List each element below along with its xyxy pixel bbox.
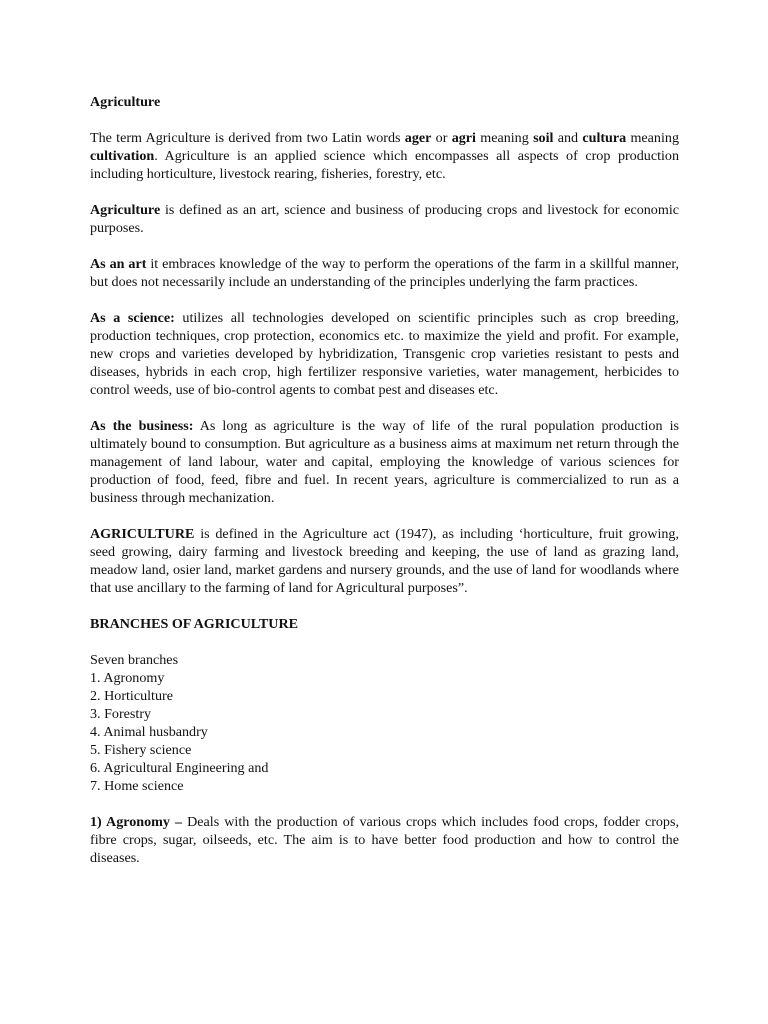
business-paragraph: [90, 417, 679, 507]
art-text: it embraces knowledge of the way to perform the operations of the farm in a skillful manner, but does not necessarily include an understanding of the principles underlying the farm practices.: [90, 256, 679, 290]
document-title: Agriculture: [90, 94, 161, 110]
science-term: As a science:: [90, 310, 175, 326]
term-soil: soil: [533, 130, 554, 146]
document-body: [90, 93, 679, 867]
list-item: 6. Agricultural Engineering and: [90, 760, 269, 776]
intro-text-3: meaning: [475, 130, 534, 146]
branches-intro: Seven branches: [90, 652, 179, 668]
act-text: is defined in the Agriculture act (1947), as including ‘horticulture, fruit growing, seed growing, dairy farming and livestock breeding and keeping, the use of land as grazing land, meadow land, osier land, market gardens and nursery grounds, and the use of land for woodlands where that use ancillary to the farming of land for Agricultural purposes”.: [90, 526, 679, 596]
list-item: 3. Forestry: [90, 706, 152, 722]
intro-text-4: and: [553, 130, 583, 146]
term-agri: agri: [451, 130, 476, 146]
list-item: 2. Horticulture: [90, 688, 173, 704]
agronomy-text: Deals with the production of various crops which includes food crops, fodder crops, fibre crops, sugar, oilseeds, etc. The aim is to have better food production and how to control the diseases.: [90, 814, 679, 866]
intro-paragraph: [90, 129, 679, 183]
definition-term: Agriculture: [90, 202, 161, 218]
intro-text-5: meaning: [626, 130, 679, 146]
business-text: As long as agriculture is the way of life of the rural population production is ultimately bound to consumption. But agriculture as a business aims at maximum net return through the management of land labour, water and capital, employing the knowledge of various sciences for production of food, feed, fibre and fuel. In recent years, agriculture is commercialized to run as a business through mechanization.: [90, 418, 679, 506]
science-text: utilizes all technologies developed on scientific principles such as crop breeding, production techniques, crop protection, economics etc. to maximize the yield and profit. For example, new crops and varieties developed by hybridization, Transgenic crop varieties resistant to pests and diseases, hybrids in each crop, high fertilizer responsive varieties, water management, herbicides to control weeds, use of bio-control agents to combat pest and diseases etc.: [90, 310, 679, 398]
intro-text-1: The term Agriculture is derived from two Latin words: [90, 130, 405, 146]
list-item: 7. Home science: [90, 778, 184, 794]
act-term: AGRICULTURE: [90, 526, 195, 542]
definition-paragraph: [90, 201, 679, 237]
list-item: 1. Agronomy: [90, 670, 165, 686]
list-item: 5. Fishery science: [90, 742, 192, 758]
agronomy-term: 1) Agronomy –: [90, 814, 183, 830]
definition-text: is defined as an art, science and business of producing crops and livestock for economic purposes.: [90, 202, 679, 236]
act-paragraph: [90, 525, 679, 597]
art-paragraph: [90, 255, 679, 291]
science-paragraph: [90, 309, 679, 399]
term-cultivation: cultivation: [90, 148, 155, 164]
art-term: As an art: [90, 256, 147, 272]
business-term: As the business:: [90, 418, 194, 434]
branches-heading: BRANCHES OF AGRICULTURE: [90, 616, 299, 632]
term-cultura: cultura: [582, 130, 627, 146]
intro-text-2: or: [431, 130, 452, 146]
branches-list: [90, 669, 679, 795]
intro-text-6: . Agriculture is an applied science which encompasses all aspects of crop production including horticulture, livestock rearing, fisheries, forestry, etc.: [90, 148, 679, 182]
agronomy-paragraph: [90, 813, 679, 867]
term-ager: ager: [404, 130, 432, 146]
list-item: 4. Animal husbandry: [90, 724, 208, 740]
